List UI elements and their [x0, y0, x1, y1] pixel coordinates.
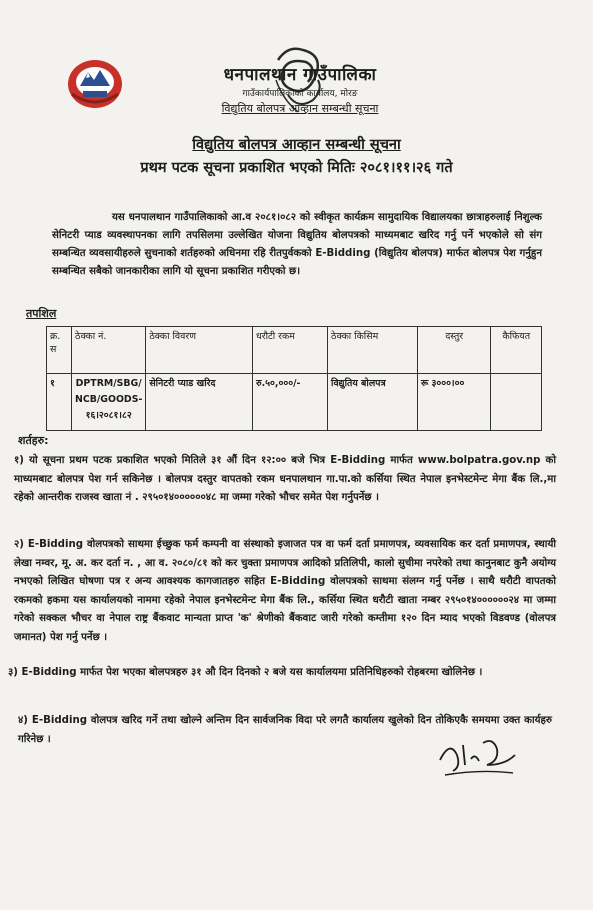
- condition-text: यो सूचना प्रथम पटक प्रकाशित भएको मितिले ३१ औं दिन १२:०० बजे भित्र E-Bidding मार्फत www.bolpatra.gov.np को माध्यमबाट बोलपत्र पेश गर्न सकिनेछ । बोलपत्र दस्तुर वापतको रकम धनपालथान गा.पा.को कर्सिया स्थित नेपाल इनभेस्टमेन्ट मेगा बैंक लि.,मा रहेको आन्तरीक राजस्व खाता नं . २९५०१४००००००४८ मा जम्मा गरेको भौचर समेत पेश गर्नुपर्नेछ ।: [14, 455, 557, 503]
- signature-icon: [435, 735, 520, 780]
- condition-item: [8, 664, 552, 683]
- cell-fee: रू ३०००।००: [417, 374, 490, 431]
- notice-intro: यस धनपालथान गाउँपालिकाको आ.व २०८१।०८२ को स्वीकृत कार्यक्रम सामुदायिक विद्यालयका छात्राहरुलाई निशुल्क सेनिटरी प्याड व्यवस्थापनका लागि तपसिलमा उल्लेखित योजना विद्युतिय बोलपत्रको माध्यमबाट खरिद गर्नु पर्ने भएकोले सो संग सम्बन्धित व्यवसायीहरुले सुचनाको शर्तहरुको अधिनमा रहि रीतपुर्वकको E-Bidding (विद्युतिय बोलपत्र) मार्फत बोलपत्र पेश गर्नुहुन सम्बन्धित सबैको जानकारीका लागि यो सूचना प्रकाशित गरीएको छ।: [52, 212, 542, 277]
- condition-number: ३): [8, 667, 18, 678]
- cell-description: सेनिटरी प्याड खरिद: [146, 374, 253, 431]
- condition-item: [14, 536, 556, 647]
- cell-type: विद्युतिय बोलपत्र: [328, 374, 418, 431]
- condition-text: E-Bidding वोलपत्रको साथमा ईच्छुक फर्म कम्पनी वा संस्थाको इजाजत पत्र वा फर्म दर्ता प्रमाणपत्र, व्यवसायिक कर दर्ता प्रमाणपत्र, स्थायी लेखा नम्वर, मू. अ. कर दर्ता न. , आ व. २०८०/८१ को कर चुक्ता प्रमाणपत्र आदिको प्रतिलिपी, कालो सुचीमा नपरेको तथा कानुनबाट कुनै अयोग्य नभएको लिखित घोषणा पत्र र अन्य आवश्यक कागजातहरु सहित E-Bidding वोलपत्रको साथमा संलग्न गर्नु पर्नेछ । साथै धरौटी वापतको रकमको हकमा यस कार्यालयको नाममा रहेको नेपाल इनभेस्टमेन्ट मेगा बैंक लि., कर्सिया स्थित धरौटी खाता नम्बर २९५०१४००००००२४ मा जम्मा गरेको सक्कल भौचर वा नेपाल राष्ट्र बैंकवाट मान्यता प्राप्त 'क' श्रेणीको बैंकवाट जारी गरेको कम्तीमा १२० दिन म्याद भएको विडवण्ड (वोलपत्र जमानत) पेश गर्नु पर्नेछ ।: [14, 539, 556, 643]
- table-label: तपशिल: [26, 307, 57, 320]
- nepal-emblem-icon: [66, 58, 124, 110]
- office-subtitle: गाउँकार्यपालिकाको कार्यालय, मोरङ: [242, 89, 358, 99]
- col-header-remarks: कैफियत: [491, 327, 542, 374]
- condition-number: १): [14, 455, 24, 466]
- office-title: धनपालथान गाउँपालिका: [223, 65, 377, 85]
- notice-published-date: प्रथम पटक सूचना प्रकाशित भएको मितिः २०८१।११।२६ गते: [140, 160, 453, 176]
- condition-number: ४): [18, 715, 28, 726]
- col-header-contract-no: ठेक्का नं.: [72, 327, 146, 374]
- conditions-title: शर्तहरु:: [18, 434, 49, 447]
- office-section: विद्युतिय बोलपत्र आव्हान सम्बन्धी सूचना: [221, 102, 379, 115]
- tender-table: [46, 326, 542, 431]
- condition-text: E-Bidding वोलपत्र खरिद गर्ने तथा खोल्ने अन्तिम दिन सार्वजनिक विदा परे लगतै कार्यालय खुलेको दिन तोकिएकै समयमा उक्त कार्यहरु गरिनेछ ।: [18, 715, 552, 745]
- condition-text: E-Bidding मार्फत पेश भएका बोलपत्रहरु ३१ औ दिन दिनको २ बजे यस कार्यालयमा प्रतिनिधिहरुको रोहबरमा खोलिनेछ ।: [21, 667, 483, 678]
- table-header-row: [47, 327, 542, 374]
- col-header-type: ठेक्का किसिम: [328, 327, 418, 374]
- cell-sn: १: [47, 374, 72, 431]
- table-row: [47, 374, 542, 431]
- col-header-fee: दस्तुर: [417, 327, 490, 374]
- col-header-sn: क्र. स: [47, 327, 72, 374]
- condition-item: [14, 452, 556, 508]
- col-header-description: ठेक्का विवरण: [146, 327, 253, 374]
- condition-number: २): [14, 539, 24, 550]
- notice-title: विद्युतिय बोलपत्र आव्हान सम्बन्धी सूचना: [192, 137, 401, 153]
- cell-remarks: [491, 374, 542, 431]
- cell-contract-no: DPTRM/SBG/ NCB/GOODS- १६।२०८१।८२: [72, 374, 146, 431]
- col-header-deposit: धरौटी रकम: [253, 327, 328, 374]
- cell-deposit: रु.५०,०००/-: [253, 374, 328, 431]
